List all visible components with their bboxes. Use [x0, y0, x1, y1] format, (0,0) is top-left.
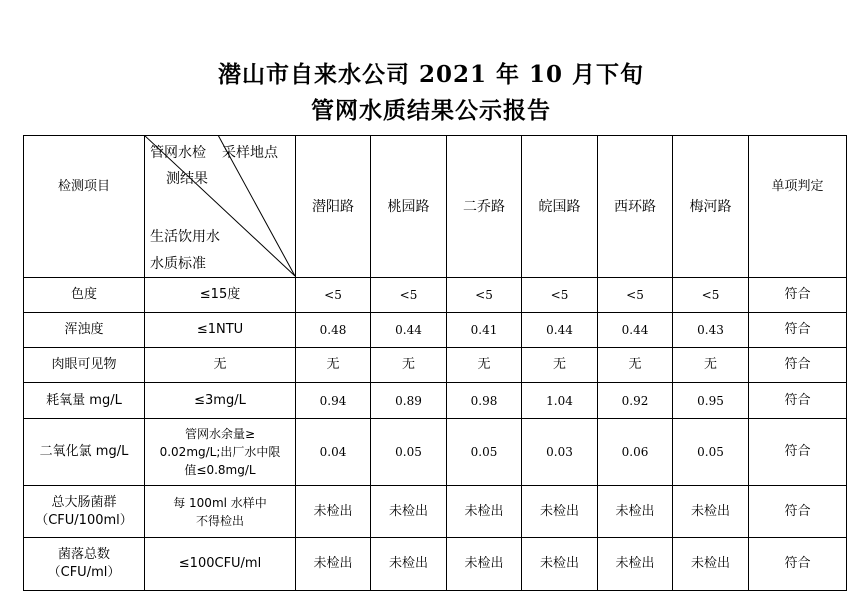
row-value: 未检出: [388, 503, 428, 519]
header-location: 皖国路: [538, 198, 581, 215]
row-value: 无: [703, 357, 717, 372]
row-value: 未检出: [690, 503, 730, 519]
column-divider: [846, 135, 847, 591]
diag-bottom-1: 生活饮用水: [150, 229, 220, 245]
row-name-line: （CFU/100ml）: [35, 512, 133, 528]
row-value: <5: [626, 288, 644, 302]
row-value: 未检出: [464, 503, 504, 519]
row-value: 0.48: [319, 323, 347, 337]
row-value: <5: [324, 288, 342, 302]
row-name: 耗氧量 mg/L: [46, 392, 122, 408]
row-name: [24, 538, 144, 590]
row-verdict: 符合: [784, 556, 811, 571]
row-verdict: 符合: [784, 287, 811, 302]
row-value: 0.98: [470, 393, 498, 408]
row-value: 未检出: [464, 556, 504, 571]
row-value: 0.44: [546, 323, 573, 337]
row-value: 0.44: [621, 323, 649, 337]
header-location: 西环路: [614, 198, 656, 215]
row-value: <5: [399, 288, 418, 302]
row-value: 0.43: [697, 323, 724, 337]
row-value: 0.41: [470, 323, 498, 337]
row-standard: ≤3mg/L: [194, 392, 246, 408]
row-value: 0.92: [621, 393, 649, 408]
row-divider: [23, 590, 847, 591]
row-value: <5: [701, 288, 720, 302]
row-value: 0.06: [621, 445, 649, 459]
row-name: 肉眼可见物: [51, 357, 117, 372]
row-value: 未检出: [615, 503, 655, 519]
row-standard: ≤1NTU: [196, 322, 244, 337]
row-name: 浑浊度: [64, 322, 104, 337]
row-value: 未检出: [539, 503, 579, 519]
row-value: 无: [628, 357, 642, 372]
report-title-line1: 潜山市自来水公司 2021 年 10 月下旬: [217, 61, 645, 88]
diag-bottom-2: 水质标准: [150, 256, 206, 272]
row-value: 未检出: [615, 556, 655, 571]
row-verdict: 符合: [784, 503, 811, 519]
header-location: 桃园路: [387, 198, 430, 215]
header-verdict: 单项判定: [771, 179, 824, 194]
row-standard-line: 值≤0.8mg/L: [184, 463, 256, 477]
row-value: 未检出: [690, 556, 730, 571]
row-standard-line: 不得检出: [195, 513, 244, 528]
row-name: 二氧化氯 mg/L: [39, 444, 129, 459]
row-value: 无: [326, 357, 340, 372]
row-value: 0.94: [319, 393, 347, 408]
row-name: [24, 486, 144, 537]
row-value: 未检出: [539, 556, 579, 571]
row-name: 色度: [70, 287, 97, 302]
row-value: 0.44: [395, 323, 422, 337]
row-standard-line: 管网水余量≥: [184, 427, 256, 441]
row-value: 0.89: [395, 393, 422, 408]
header-location: 二乔路: [463, 198, 505, 215]
row-standard-line: 0.02mg/L;出厂水中限: [159, 445, 281, 459]
row-verdict: 符合: [784, 357, 811, 372]
row-value: 0.05: [697, 445, 724, 459]
report-title-line2: 管网水质结果公示报告: [311, 97, 551, 124]
diag-top-right: 采样地点: [222, 145, 278, 161]
row-value: 未检出: [313, 556, 353, 571]
header-location: 潜阳路: [312, 198, 354, 215]
diag-top-left-2: 测结果: [166, 171, 208, 187]
header-item: 检测项目: [57, 179, 110, 194]
row-verdict: 符合: [784, 322, 811, 337]
diag-top-left-1: 管网水检: [150, 145, 206, 161]
row-value: 0.03: [546, 445, 573, 459]
header-location: 梅河路: [689, 198, 732, 215]
row-value: <5: [550, 288, 569, 302]
row-value: 1.04: [546, 393, 573, 408]
row-value: 0.95: [697, 393, 724, 408]
row-standard: [145, 419, 295, 485]
row-value: 无: [552, 357, 566, 372]
row-value: <5: [475, 288, 493, 302]
row-name-line: 菌落总数: [57, 547, 110, 562]
row-standard: ≤100CFU/ml: [178, 556, 262, 571]
row-verdict: 符合: [784, 392, 811, 408]
row-standard: 无: [213, 357, 227, 372]
row-standard: [145, 486, 295, 537]
row-value: 0.04: [319, 445, 347, 459]
row-value: 无: [477, 357, 491, 372]
row-standard: ≤15度: [199, 287, 241, 302]
row-name-line: （CFU/ml）: [47, 565, 121, 580]
row-name-line: 总大肠菌群: [51, 494, 117, 510]
row-value: 0.05: [470, 445, 498, 459]
row-verdict: 符合: [784, 444, 811, 459]
row-value: 无: [401, 357, 415, 372]
row-value: 未检出: [313, 503, 353, 519]
row-value: 未检出: [388, 556, 428, 571]
row-value: 0.05: [395, 445, 422, 459]
row-standard-line: 每 100ml 水样中: [173, 495, 267, 510]
